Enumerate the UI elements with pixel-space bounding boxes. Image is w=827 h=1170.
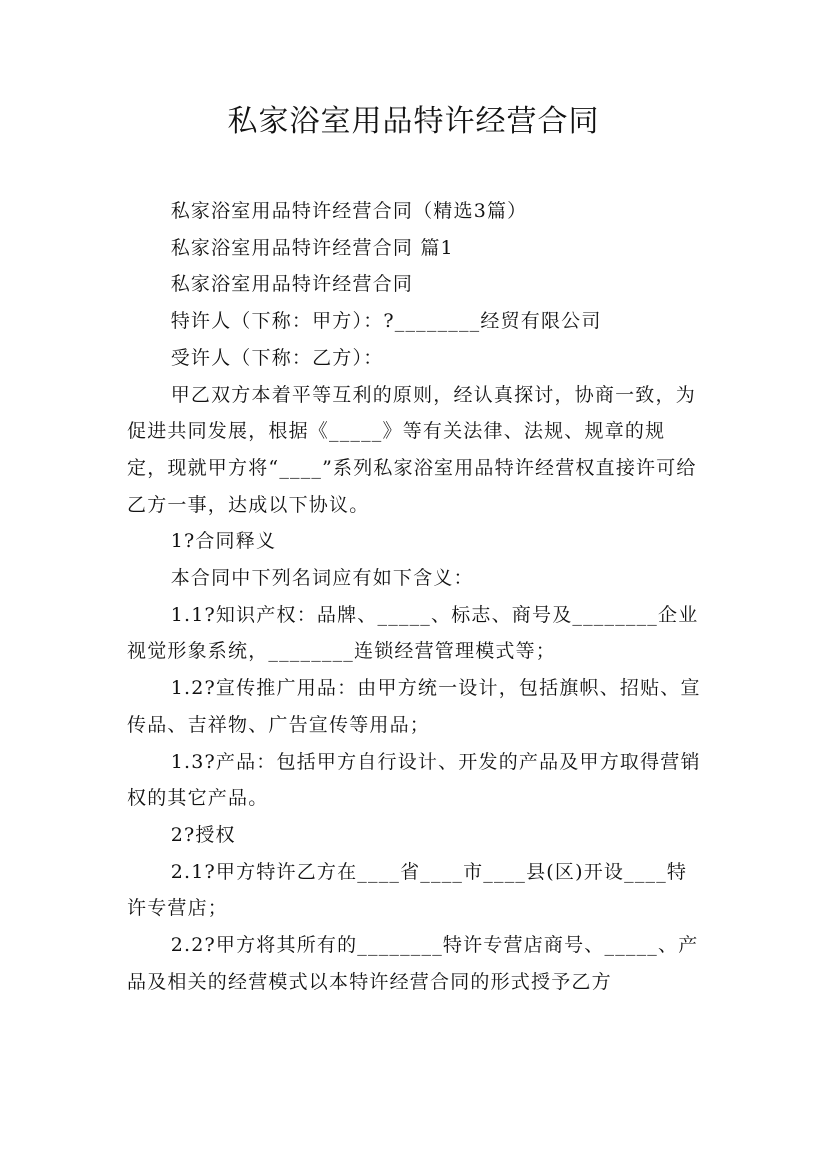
- paragraph-preamble: 甲乙双方本着平等互利的原则，经认真探讨，协商一致，为促进共同发展，根据《_____》等有关法律、法规、规章的规定，现就甲方将“____”系列私家浴室用品特许经营权直接许可给乙方一事，达成以下协议。: [127, 383, 697, 516]
- document-body: [127, 193, 705, 1000]
- clause-2-1: 2.1?甲方特许乙方在____省____市____县(区)开设____特许专营店；: [127, 860, 688, 920]
- paragraph-franchisor: 特许人（下称：甲方）：?________经贸有限公司: [170, 310, 602, 333]
- clause-1-3: 1.3?产品：包括甲方自行设计、开发的产品及甲方取得营销权的其它产品。: [127, 750, 701, 810]
- paragraph-franchisee: 受许人（下称：乙方）：: [170, 346, 384, 369]
- paragraph-contract-name: 私家浴室用品特许经营合同: [170, 273, 414, 296]
- paragraph-article-heading: 私家浴室用品特许经营合同 篇1: [170, 236, 454, 259]
- paragraph-collection-title: 私家浴室用品特许经营合同（精选3篇）: [170, 200, 528, 222]
- paragraph-definitions-intro: 本合同中下列名词应有如下含义：: [170, 567, 474, 590]
- clause-1-1: 1.1?知识产权：品牌、_____、标志、商号及________企业视觉形象系统，________连锁经营管理模式等；: [127, 603, 699, 663]
- section-heading-definitions: 1?合同释义: [170, 530, 277, 553]
- clause-2-2: 2.2?甲方将其所有的________特许专营店商号、_____、产品及相关的经营模式以本特许经营合同的形式授予乙方: [127, 934, 699, 993]
- clause-1-2: 1.2?宣传推广用品：由甲方统一设计，包括旗帜、招贴、宣传品、吉祥物、广告宣传等用品；: [127, 677, 701, 736]
- document-title: 私家浴室用品特许经营合同: [227, 104, 600, 139]
- section-heading-authorization: 2?授权: [170, 823, 236, 846]
